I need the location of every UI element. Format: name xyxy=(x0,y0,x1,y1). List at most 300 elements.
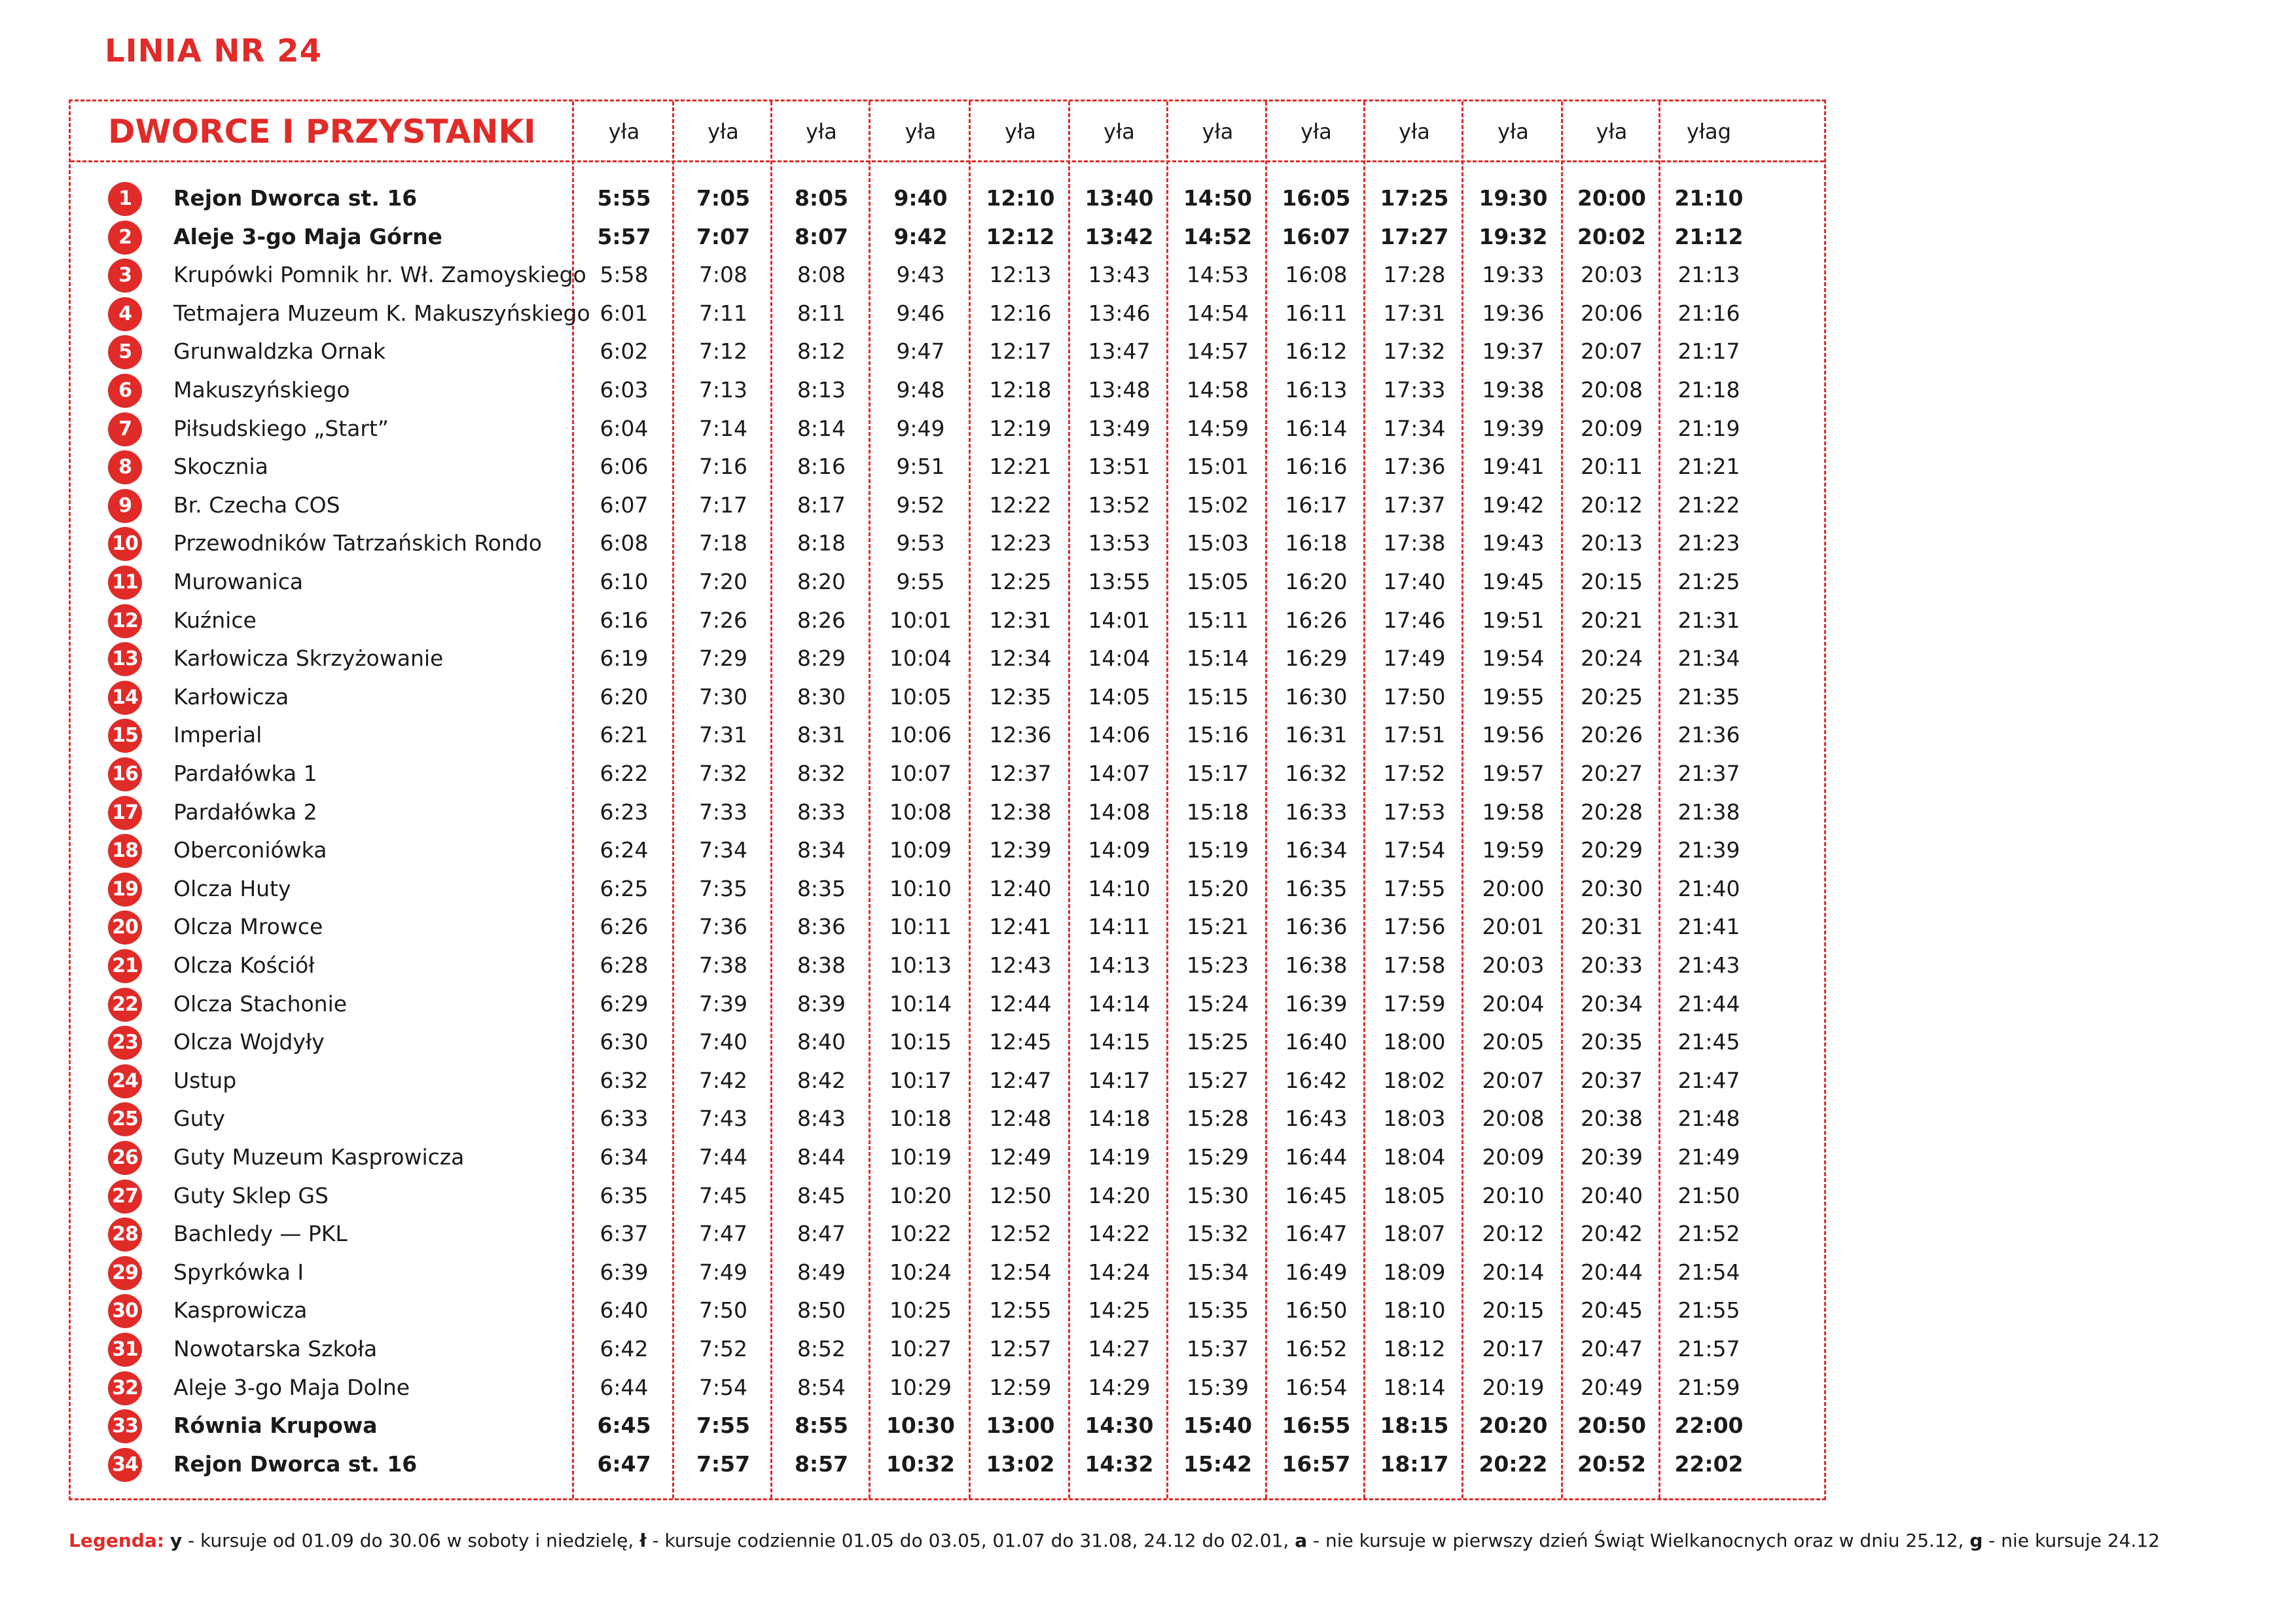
departure-time: 16:36 xyxy=(1285,914,1348,940)
departure-time: 12:21 xyxy=(989,454,1052,480)
line-title: LINIA NR 24 xyxy=(105,33,322,69)
departure-time: 6:19 xyxy=(600,645,649,672)
departure-time: 15:39 xyxy=(1186,1374,1249,1400)
departure-time: 14:10 xyxy=(1088,875,1151,901)
stop-row xyxy=(71,1136,1824,1175)
departure-time: 17:46 xyxy=(1383,607,1446,633)
departure-time: 19:43 xyxy=(1482,530,1545,556)
departure-time: 21:35 xyxy=(1677,683,1740,710)
stop-row xyxy=(71,1290,1824,1328)
departure-time: 12:34 xyxy=(989,645,1052,672)
stop-number-badge: 24 xyxy=(108,1064,142,1098)
stop-name: Spyrkówka I xyxy=(173,1259,304,1285)
departure-time: 20:29 xyxy=(1580,837,1643,863)
departure-time: 14:52 xyxy=(1183,223,1253,249)
stop-row xyxy=(71,1213,1824,1252)
departure-time: 12:16 xyxy=(989,300,1052,326)
departure-time: 21:47 xyxy=(1677,1067,1740,1093)
departure-time: 10:01 xyxy=(889,607,952,633)
departure-time: 21:10 xyxy=(1674,185,1744,211)
departure-time: 7:52 xyxy=(698,1336,748,1362)
departure-time: 10:22 xyxy=(889,1221,952,1247)
departure-time: 14:20 xyxy=(1088,1182,1151,1208)
departure-time: 9:55 xyxy=(896,569,945,594)
stop-row xyxy=(71,829,1824,868)
departure-time: 12:25 xyxy=(989,569,1052,594)
departure-time: 6:01 xyxy=(600,300,649,326)
departure-time: 7:50 xyxy=(698,1297,748,1324)
stop-number-badge: 26 xyxy=(108,1141,142,1175)
departure-time: 20:03 xyxy=(1580,262,1643,288)
departure-time: 16:55 xyxy=(1282,1413,1351,1439)
departure-time: 15:16 xyxy=(1186,722,1249,748)
departure-time: 20:24 xyxy=(1580,645,1643,672)
stop-row xyxy=(71,1098,1824,1136)
departure-time: 6:40 xyxy=(600,1297,649,1324)
stop-name: Imperial xyxy=(173,722,262,748)
departure-time: 18:03 xyxy=(1383,1106,1446,1132)
departure-time: 12:54 xyxy=(989,1259,1052,1285)
departure-time: 13:53 xyxy=(1088,530,1151,556)
departure-time: 12:10 xyxy=(986,185,1055,211)
stop-name: Skocznia xyxy=(173,454,268,480)
departure-time: 8:39 xyxy=(797,990,846,1017)
departure-time: 9:48 xyxy=(896,377,945,403)
departure-time: 16:05 xyxy=(1282,185,1351,211)
stop-row xyxy=(71,1443,1824,1482)
departure-time: 22:00 xyxy=(1674,1413,1744,1439)
departure-time: 20:15 xyxy=(1580,569,1643,594)
departure-time: 17:25 xyxy=(1380,185,1449,211)
departure-time: 16:35 xyxy=(1285,875,1348,901)
departure-time: 7:55 xyxy=(696,1413,751,1439)
departure-time: 21:48 xyxy=(1677,1106,1740,1132)
departure-time: 18:04 xyxy=(1383,1144,1446,1170)
legend-key: g xyxy=(1969,1530,1983,1551)
departure-time: 16:49 xyxy=(1285,1259,1348,1285)
departure-time: 12:49 xyxy=(989,1144,1052,1170)
departure-time: 8:12 xyxy=(797,338,846,365)
departure-time: 5:57 xyxy=(597,223,651,249)
departure-time: 7:39 xyxy=(698,990,748,1017)
departure-time: 14:57 xyxy=(1186,338,1249,365)
departure-time: 8:45 xyxy=(797,1182,846,1208)
stop-row xyxy=(71,293,1824,331)
departure-time: 14:32 xyxy=(1085,1451,1154,1477)
departure-time: 16:34 xyxy=(1285,837,1348,863)
departure-time: 12:12 xyxy=(986,223,1055,249)
departure-time: 15:40 xyxy=(1183,1413,1253,1439)
departure-time: 6:23 xyxy=(600,799,649,825)
departure-time: 18:00 xyxy=(1383,1029,1446,1055)
departure-time: 12:35 xyxy=(989,683,1052,710)
departure-time: 21:13 xyxy=(1677,262,1740,288)
time-column-header: yła xyxy=(1596,119,1628,144)
departure-time: 10:30 xyxy=(886,1413,956,1439)
stop-row xyxy=(71,638,1824,676)
stop-name: Guty Muzeum Kasprowicza xyxy=(173,1144,465,1170)
departure-time: 7:30 xyxy=(698,683,748,710)
departure-time: 20:12 xyxy=(1580,492,1643,518)
departure-time: 19:56 xyxy=(1482,722,1545,748)
stops-column-header: DWORCE I PRZYSTANKI xyxy=(108,113,536,151)
stop-name: Pardałówka 2 xyxy=(173,799,317,825)
departure-time: 20:50 xyxy=(1577,1413,1647,1439)
departure-time: 17:54 xyxy=(1383,837,1446,863)
departure-time: 10:07 xyxy=(889,761,952,786)
departure-time: 19:55 xyxy=(1482,683,1545,710)
stop-row xyxy=(71,1405,1824,1443)
stop-name: Makuszyńskiego xyxy=(173,377,350,403)
departure-time: 7:29 xyxy=(698,645,748,672)
departure-time: 9:51 xyxy=(896,454,945,480)
stop-number-badge: 15 xyxy=(108,719,142,753)
departure-time: 8:42 xyxy=(797,1067,846,1093)
departure-time: 17:51 xyxy=(1383,722,1446,748)
departure-time: 20:05 xyxy=(1482,1029,1545,1055)
departure-time: 12:45 xyxy=(989,1029,1052,1055)
stop-number-badge: 1 xyxy=(108,182,142,216)
departure-time: 15:19 xyxy=(1186,837,1249,863)
departure-time: 20:45 xyxy=(1580,1297,1643,1324)
departure-time: 14:27 xyxy=(1088,1336,1151,1362)
departure-time: 20:14 xyxy=(1482,1259,1545,1285)
departure-time: 6:04 xyxy=(600,415,649,441)
time-column-header: yła xyxy=(1202,119,1234,144)
stop-name: Oberconiówka xyxy=(173,837,327,863)
departure-time: 20:44 xyxy=(1580,1259,1643,1285)
stop-row xyxy=(71,868,1824,907)
departure-time: 20:01 xyxy=(1482,914,1545,940)
departure-time: 16:57 xyxy=(1282,1451,1351,1477)
departure-time: 20:40 xyxy=(1580,1182,1643,1208)
departure-time: 7:07 xyxy=(696,223,751,249)
departure-time: 8:47 xyxy=(797,1221,846,1247)
departure-time: 16:39 xyxy=(1285,990,1348,1017)
departure-time: 16:17 xyxy=(1285,492,1348,518)
departure-time: 7:31 xyxy=(698,722,748,748)
time-column-header: yła xyxy=(1399,119,1430,144)
stop-name: Olcza Stachonie xyxy=(173,990,348,1017)
departure-time: 8:13 xyxy=(797,377,846,403)
departure-time: 20:12 xyxy=(1482,1221,1545,1247)
departure-time: 8:43 xyxy=(797,1106,846,1132)
departure-time: 7:12 xyxy=(698,338,748,365)
stop-row xyxy=(71,791,1824,830)
departure-time: 17:31 xyxy=(1383,300,1446,326)
departure-time: 16:44 xyxy=(1285,1144,1348,1170)
departure-time: 21:41 xyxy=(1677,914,1740,940)
stop-number-badge: 27 xyxy=(108,1180,142,1214)
legend-key: ł xyxy=(639,1530,647,1551)
departure-time: 17:55 xyxy=(1383,875,1446,901)
stop-row xyxy=(71,1367,1824,1405)
stop-name: Grunwaldzka Ornak xyxy=(173,338,386,365)
stop-row xyxy=(71,331,1824,369)
stop-row xyxy=(71,446,1824,484)
departure-time: 7:43 xyxy=(698,1106,748,1132)
departure-time: 10:17 xyxy=(889,1067,952,1093)
departure-time: 9:43 xyxy=(896,262,945,288)
departure-time: 8:32 xyxy=(797,761,846,786)
departure-time: 6:22 xyxy=(600,761,649,786)
departure-time: 6:34 xyxy=(600,1144,649,1170)
stop-number-badge: 33 xyxy=(108,1409,142,1443)
stop-number-badge: 7 xyxy=(108,412,142,446)
departure-time: 10:19 xyxy=(889,1144,952,1170)
departure-time: 21:21 xyxy=(1677,454,1740,480)
departure-time: 15:20 xyxy=(1186,875,1249,901)
departure-time: 17:49 xyxy=(1383,645,1446,672)
stop-name: Guty Sklep GS xyxy=(173,1182,329,1208)
departure-time: 8:54 xyxy=(797,1374,846,1400)
departure-time: 21:40 xyxy=(1677,875,1740,901)
departure-time: 16:54 xyxy=(1285,1374,1348,1400)
departure-time: 21:45 xyxy=(1677,1029,1740,1055)
departure-time: 20:39 xyxy=(1580,1144,1643,1170)
legend-key: y xyxy=(170,1530,183,1551)
departure-time: 15:27 xyxy=(1186,1067,1249,1093)
departure-time: 20:47 xyxy=(1580,1336,1643,1362)
departure-time: 10:27 xyxy=(889,1336,952,1362)
stop-name: Równia Krupowa xyxy=(173,1413,378,1439)
departure-time: 20:31 xyxy=(1580,914,1643,940)
departure-time: 22:02 xyxy=(1674,1451,1744,1477)
departure-time: 12:55 xyxy=(989,1297,1052,1324)
departure-time: 21:12 xyxy=(1674,223,1744,249)
stop-number-badge: 21 xyxy=(108,949,142,983)
departure-time: 10:13 xyxy=(889,952,952,978)
departure-time: 15:18 xyxy=(1186,799,1249,825)
departure-time: 21:19 xyxy=(1677,415,1740,441)
stop-number-badge: 5 xyxy=(108,335,142,369)
departure-time: 16:38 xyxy=(1285,952,1348,978)
departure-time: 14:17 xyxy=(1088,1067,1151,1093)
stop-number-badge: 4 xyxy=(108,297,142,331)
departure-time: 19:39 xyxy=(1482,415,1545,441)
time-column-header: yła xyxy=(708,119,739,144)
departure-time: 20:34 xyxy=(1580,990,1643,1017)
departure-time: 16:50 xyxy=(1285,1297,1348,1324)
legend xyxy=(69,1530,2160,1551)
departure-time: 12:47 xyxy=(989,1067,1052,1093)
stop-row xyxy=(71,600,1824,638)
departure-time: 10:32 xyxy=(886,1451,956,1477)
departure-time: 13:49 xyxy=(1088,415,1151,441)
departure-time: 16:29 xyxy=(1285,645,1348,672)
departure-time: 16:42 xyxy=(1285,1067,1348,1093)
stop-row xyxy=(71,714,1824,753)
stop-name: Bachledy — PKL xyxy=(173,1221,348,1247)
stop-name: Przewodników Tatrzańskich Rondo xyxy=(173,530,542,556)
stop-name: Olcza Mrowce xyxy=(173,914,323,940)
departure-time: 14:11 xyxy=(1088,914,1151,940)
departure-time: 12:57 xyxy=(989,1336,1052,1362)
departure-time: 14:54 xyxy=(1186,300,1249,326)
departure-time: 21:34 xyxy=(1677,645,1740,672)
departure-time: 12:19 xyxy=(989,415,1052,441)
stop-number-badge: 18 xyxy=(108,834,142,868)
departure-time: 19:41 xyxy=(1482,454,1545,480)
departure-time: 16:45 xyxy=(1285,1182,1348,1208)
departure-time: 8:57 xyxy=(794,1451,849,1477)
departure-time: 19:58 xyxy=(1482,799,1545,825)
departure-time: 21:23 xyxy=(1677,530,1740,556)
departure-time: 20:09 xyxy=(1580,415,1643,441)
departure-time: 13:46 xyxy=(1088,300,1151,326)
departure-time: 20:08 xyxy=(1482,1106,1545,1132)
departure-time: 9:40 xyxy=(893,185,948,211)
departure-time: 15:05 xyxy=(1186,569,1249,594)
stop-row xyxy=(71,561,1824,600)
departure-time: 14:05 xyxy=(1088,683,1151,710)
departure-time: 21:16 xyxy=(1677,300,1740,326)
departure-time: 6:10 xyxy=(600,569,649,594)
departure-time: 21:17 xyxy=(1677,338,1740,365)
departure-time: 8:14 xyxy=(797,415,846,441)
departure-time: 16:40 xyxy=(1285,1029,1348,1055)
departure-time: 17:59 xyxy=(1383,990,1446,1017)
departure-time: 6:08 xyxy=(600,530,649,556)
departure-time: 8:36 xyxy=(797,914,846,940)
departure-time: 18:02 xyxy=(1383,1067,1446,1093)
time-column-header: yła xyxy=(905,119,937,144)
departure-time: 8:16 xyxy=(797,454,846,480)
departure-time: 19:32 xyxy=(1479,223,1548,249)
departure-time: 17:50 xyxy=(1383,683,1446,710)
departure-time: 19:38 xyxy=(1482,377,1545,403)
departure-time: 8:49 xyxy=(797,1259,846,1285)
departure-time: 13:42 xyxy=(1085,223,1154,249)
departure-time: 20:21 xyxy=(1580,607,1643,633)
departure-time: 21:57 xyxy=(1677,1336,1740,1362)
departure-time: 6:44 xyxy=(600,1374,649,1400)
departure-time: 7:34 xyxy=(698,837,748,863)
departure-time: 20:15 xyxy=(1482,1297,1545,1324)
departure-time: 14:06 xyxy=(1088,722,1151,748)
time-column-header: yła xyxy=(1005,119,1036,144)
departure-time: 7:20 xyxy=(698,569,748,594)
departure-time: 15:35 xyxy=(1186,1297,1249,1324)
departure-time: 14:15 xyxy=(1088,1029,1151,1055)
departure-time: 14:58 xyxy=(1186,377,1249,403)
departure-time: 20:11 xyxy=(1580,454,1643,480)
departure-time: 7:38 xyxy=(698,952,748,978)
departure-time: 21:22 xyxy=(1677,492,1740,518)
stop-number-badge: 16 xyxy=(108,757,142,791)
departure-time: 15:02 xyxy=(1186,492,1249,518)
departure-time: 21:50 xyxy=(1677,1182,1740,1208)
departure-time: 14:14 xyxy=(1088,990,1151,1017)
departure-time: 21:37 xyxy=(1677,761,1740,786)
departure-time: 8:29 xyxy=(797,645,846,672)
departure-time: 20:38 xyxy=(1580,1106,1643,1132)
departure-time: 16:52 xyxy=(1285,1336,1348,1362)
stop-number-badge: 9 xyxy=(108,489,142,523)
departure-time: 7:33 xyxy=(698,799,748,825)
departure-time: 8:30 xyxy=(797,683,846,710)
stop-name: Pardałówka 1 xyxy=(173,761,317,786)
stop-row xyxy=(71,1175,1824,1214)
stop-name: Aleje 3-go Maja Dolne xyxy=(173,1374,410,1400)
departure-time: 20:26 xyxy=(1580,722,1643,748)
departure-time: 17:32 xyxy=(1383,338,1446,365)
stop-name: Rejon Dworca st. 16 xyxy=(173,1451,418,1477)
stop-row xyxy=(71,254,1824,293)
departure-time: 21:49 xyxy=(1677,1144,1740,1170)
departure-time: 5:58 xyxy=(600,262,649,288)
departure-time: 7:08 xyxy=(698,262,748,288)
departure-time: 20:07 xyxy=(1580,338,1643,365)
departure-time: 20:25 xyxy=(1580,683,1643,710)
departure-time: 6:39 xyxy=(600,1259,649,1285)
departure-time: 18:17 xyxy=(1380,1451,1449,1477)
stop-name: Rejon Dworca st. 16 xyxy=(173,185,418,211)
departure-time: 6:25 xyxy=(600,875,649,901)
departure-time: 15:34 xyxy=(1186,1259,1249,1285)
departure-time: 15:23 xyxy=(1186,952,1249,978)
departure-time: 19:36 xyxy=(1482,300,1545,326)
departure-time: 6:24 xyxy=(600,837,649,863)
stop-number-badge: 2 xyxy=(108,221,142,255)
departure-time: 7:13 xyxy=(698,377,748,403)
departure-time: 17:37 xyxy=(1383,492,1446,518)
stop-name: Piłsudskiego „Start” xyxy=(173,415,389,441)
departure-time: 8:26 xyxy=(797,607,846,633)
departure-time: 13:40 xyxy=(1085,185,1154,211)
departure-time: 13:52 xyxy=(1088,492,1151,518)
stop-row xyxy=(71,177,1824,216)
departure-time: 16:33 xyxy=(1285,799,1348,825)
departure-time: 7:16 xyxy=(698,454,748,480)
departure-time: 17:58 xyxy=(1383,952,1446,978)
departure-time: 6:45 xyxy=(597,1413,651,1439)
departure-time: 8:38 xyxy=(797,952,846,978)
departure-time: 19:57 xyxy=(1482,761,1545,786)
departure-time: 6:16 xyxy=(600,607,649,633)
departure-time: 7:18 xyxy=(698,530,748,556)
departure-time: 14:25 xyxy=(1088,1297,1151,1324)
departure-time: 13:02 xyxy=(986,1451,1055,1477)
departure-time: 18:14 xyxy=(1383,1374,1446,1400)
departure-time: 12:41 xyxy=(989,914,1052,940)
departure-time: 8:55 xyxy=(794,1413,849,1439)
departure-time: 20:09 xyxy=(1482,1144,1545,1170)
departure-time: 8:34 xyxy=(797,837,846,863)
departure-time: 20:27 xyxy=(1580,761,1643,786)
departure-time: 15:15 xyxy=(1186,683,1249,710)
departure-time: 18:15 xyxy=(1380,1413,1449,1439)
departure-time: 20:49 xyxy=(1580,1374,1643,1400)
departure-time: 20:30 xyxy=(1580,875,1643,901)
departure-time: 10:24 xyxy=(889,1259,952,1285)
stop-number-badge: 13 xyxy=(108,642,142,676)
departure-time: 21:44 xyxy=(1677,990,1740,1017)
stop-name: Olcza Huty xyxy=(173,875,291,901)
departure-time: 12:22 xyxy=(989,492,1052,518)
departure-time: 6:42 xyxy=(600,1336,649,1362)
departure-time: 16:11 xyxy=(1285,300,1348,326)
departure-time: 16:20 xyxy=(1285,569,1348,594)
departure-time: 20:06 xyxy=(1580,300,1643,326)
departure-time: 10:20 xyxy=(889,1182,952,1208)
departure-time: 8:18 xyxy=(797,530,846,556)
departure-time: 14:13 xyxy=(1088,952,1151,978)
departure-time: 6:02 xyxy=(600,338,649,365)
stop-number-badge: 8 xyxy=(108,450,142,484)
departure-time: 10:25 xyxy=(889,1297,952,1324)
stop-row xyxy=(71,1252,1824,1290)
